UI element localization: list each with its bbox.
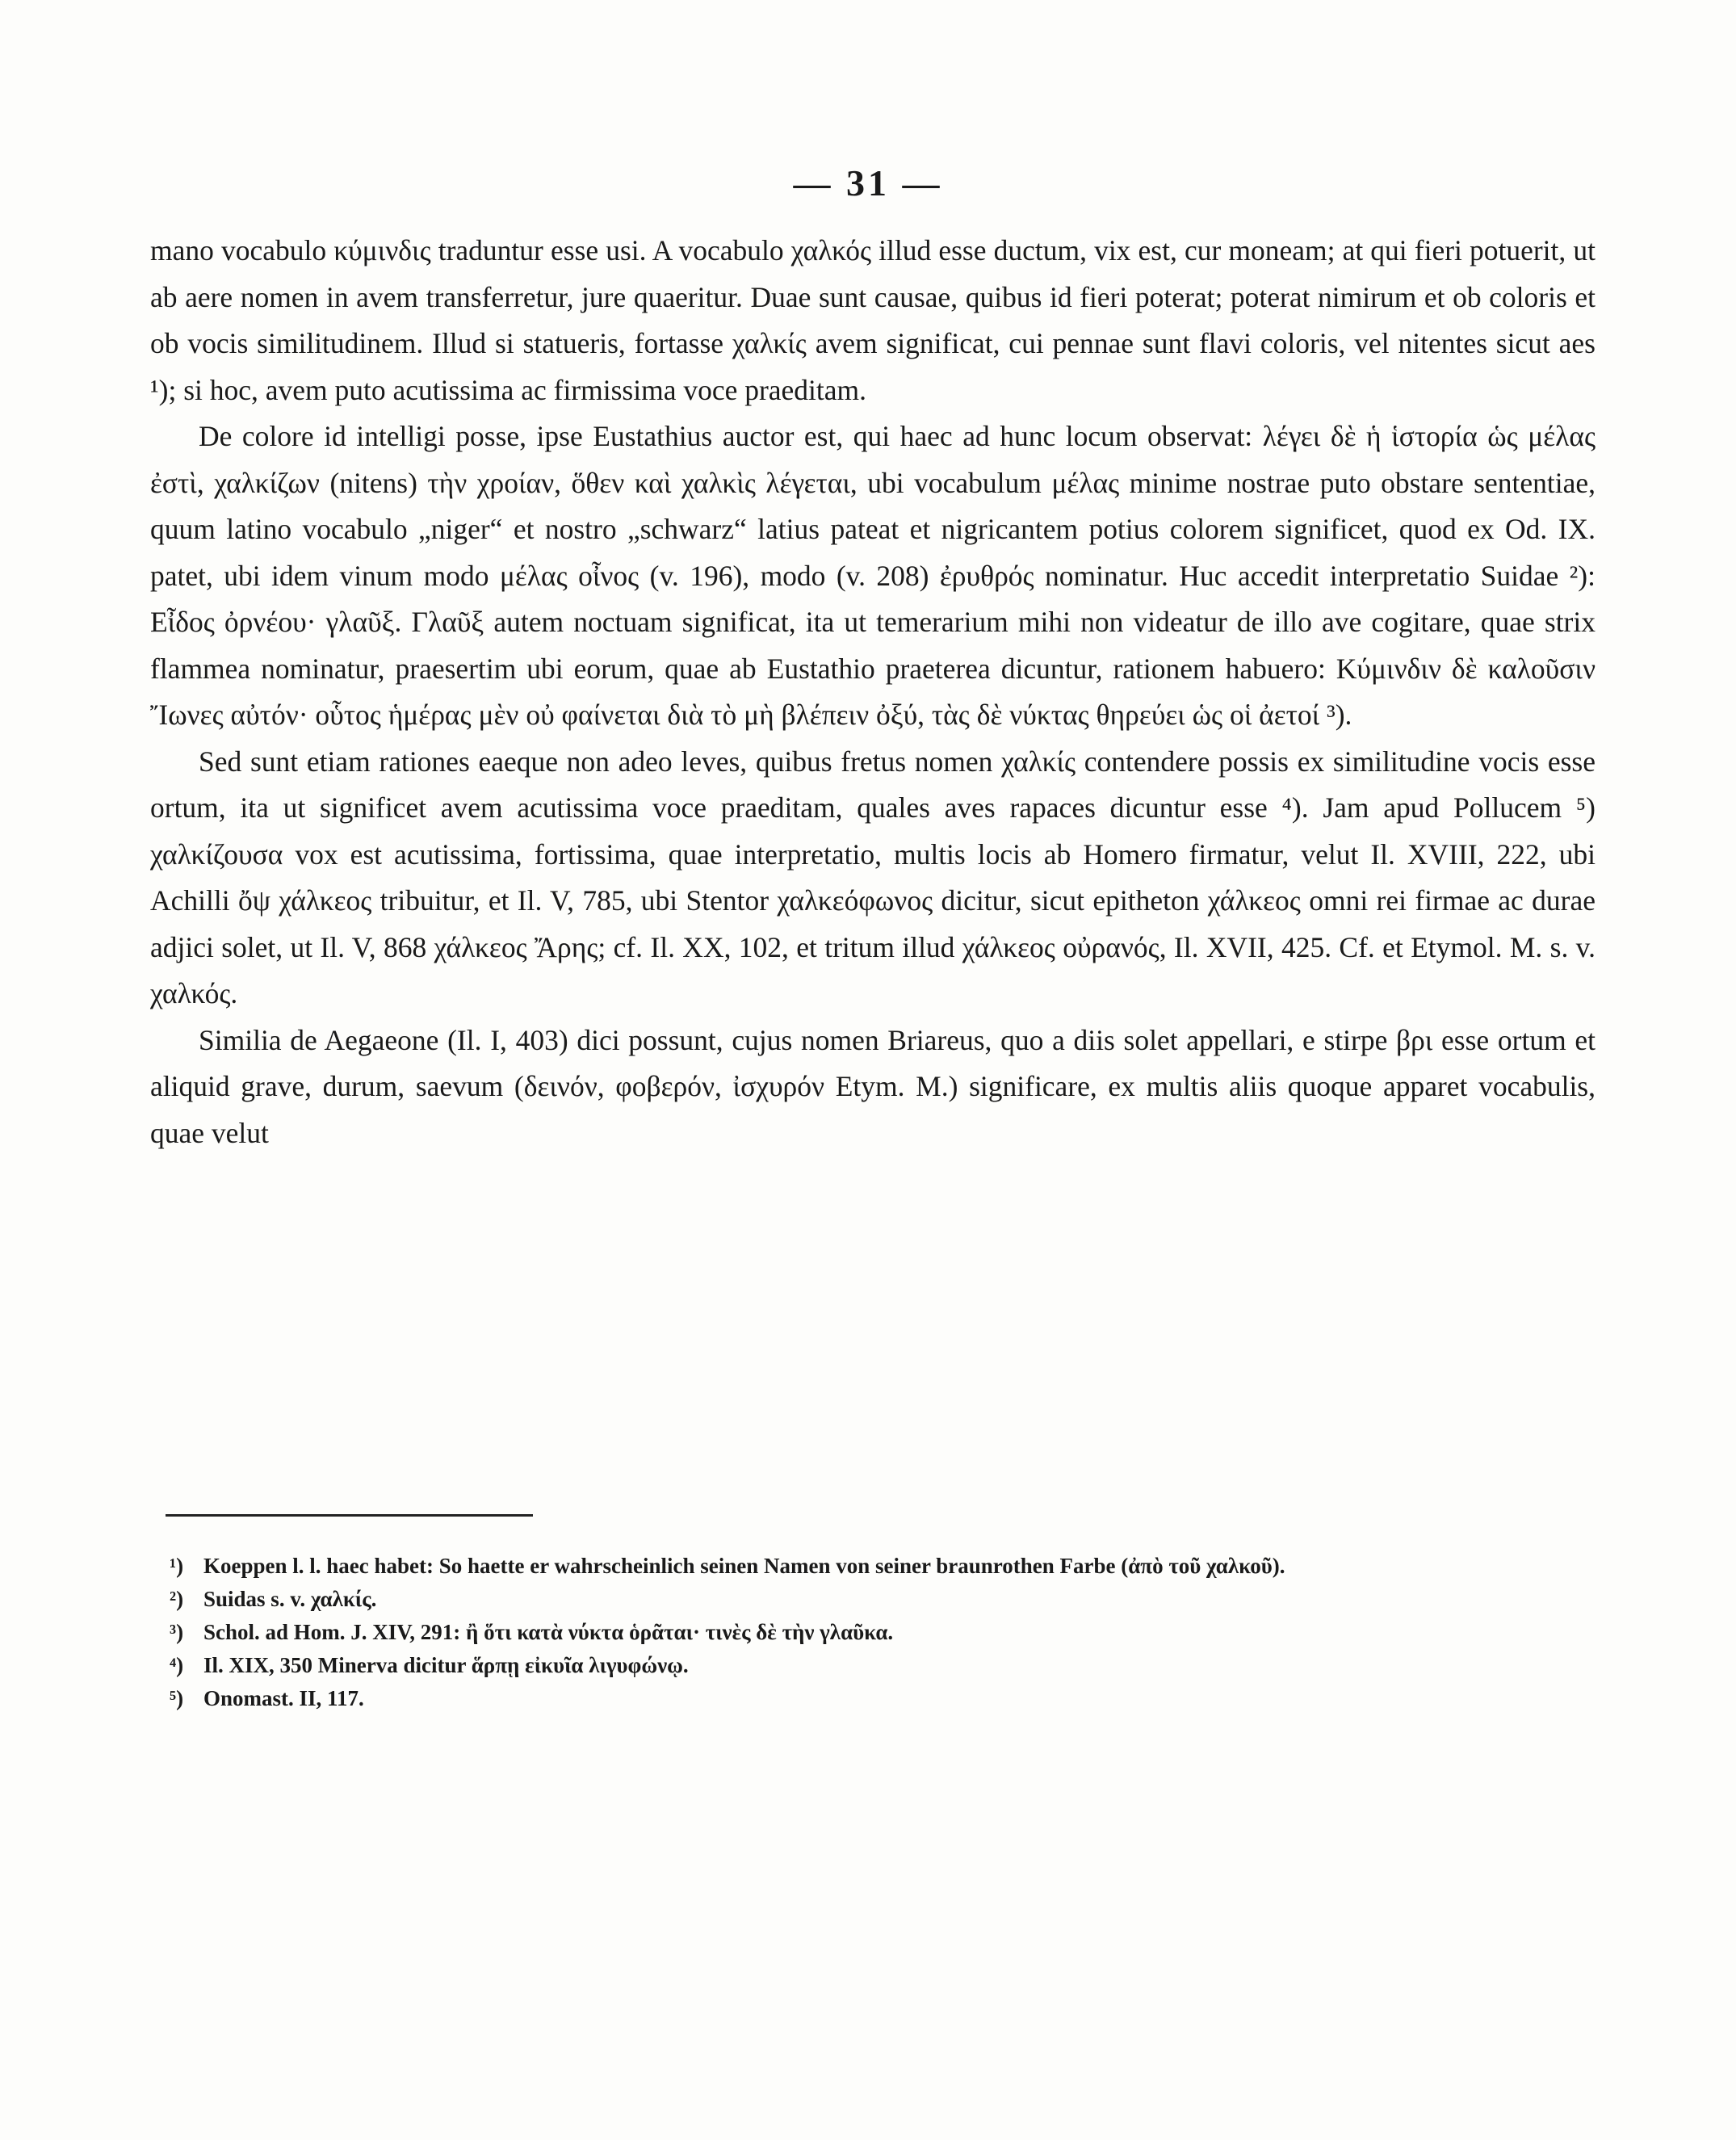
footnote-text: Suidas s. v. χαλκίς. (203, 1587, 377, 1611)
footnote-text: Koeppen l. l. haec habet: So haette er wahrscheinlich seinen Namen von seiner braunrothen Farbe (ἀπὸ τοῦ χαλκοῦ). (203, 1554, 1285, 1578)
footnote-text: Schol. ad Hom. J. XIV, 291: ἢ ὅτι κατὰ νύκτα ὁρᾶται· τινὲς δὲ τὴν γλαῦκα. (203, 1620, 894, 1644)
footnote (170, 1683, 1591, 1714)
footnote-mark: ¹) (170, 1554, 184, 1578)
page-number: — 31 — (793, 162, 943, 204)
footnote-mark: ⁵) (170, 1686, 184, 1710)
paragraph: mano vocabulo κύμινδις traduntur esse usi. A vocabulo χαλκός illud esse ductum, vix est, cur moneam; at qui fieri potuerit, ut ab aere nomen in avem transferretur, jure quaeritur. Duae sunt causae, quibus id fieri poterat; poterat nimirum et ob coloris et ob vocis similitudinem. Illud si statueris, fortasse χαλκίς avem significat, cui pennae sunt flavi coloris, vel nitentes sicut aes ¹); si hoc, avem puto acutissima ac firmissima voce praeditam. (150, 234, 1596, 406)
body-text (150, 228, 1596, 1156)
footnotes (170, 1550, 1591, 1716)
paragraph: De colore id intelligi posse, ipse Eustathius auctor est, qui haec ad hunc locum observat: λέγει δὲ ἡ ἱστορία ὡς μέλας ἐστὶ, χαλκίζων (nitens) τὴν χροίαν, ὅθεν καὶ χαλκὶς λέγεται, ubi vocabulum μέλας minime nostrae puto obstare sententiae, quum latino vocabulo „niger“ et nostro „schwarz“ latius pateat et nigricantem potius colorem significet, quod ex Od. IX. patet, ubi idem vinum modo μέλας οἶνος (v. 196), modo (v. 208) ἐρυθρός nominatur. Huc accedit interpretatio Suidae ²): Εἶδος ὀρνέου· γλαῦξ. Γλαῦξ autem noctuam significat, ita ut temerarium mihi non videatur de illo ave cogitare, quae strix flammea nominatur, praesertim ubi eorum, quae ab Eustathio praeterea dicuntur, rationem habuero: Κύμινδιν δὲ καλοῦσιν Ἴωνες αὐτόν· οὗτος ἡμέρας μὲν οὐ φαίνεται διὰ τὸ μὴ βλέπειν ὀξύ, τὰς δὲ νύκτας θηρεύει ὡς οἱ ἀετοί ³). (150, 420, 1596, 731)
paragraph: Sed sunt etiam rationes eaeque non adeo leves, quibus fretus nomen χαλκίς contendere possis ex similitudine vocis esse ortum, ita ut significet avem acutissima voce praeditam, quales aves rapaces dicuntur esse ⁴). Jam apud Pollucem ⁵) χαλκίζουσα vox est acutissima, fortissima, quae interpretatio, multis locis ab Homero firmatur, velut Il. XVIII, 222, ubi Achilli ὄψ χάλκεος tribuitur, et Il. V, 785, ubi Stentor χαλκεόφωνος dicitur, sicut epitheton χάλκεος omni rei firmae ac durae adjici solet, ut Il. V, 868 χάλκεος Ἄρης; cf. Il. XX, 102, et tritum illud χάλκεος οὐρανός, Il. XVII, 425. Cf. et Etymol. M. s. v. χαλκός. (150, 745, 1596, 1009)
footnote-mark: ⁴) (170, 1653, 184, 1677)
footnote (170, 1550, 1591, 1581)
paragraph: Similia de Aegaeone (Il. I, 403) dici possunt, cujus nomen Briareus, quo a diis solet appellari, e stirpe βρι esse ortum et aliquid grave, durum, saevum (δεινόν, φοβερόν, ἰσχυρόν Etym. M.) significare, ex multis aliis quoque apparet vocabulis, quae velut (150, 1023, 1596, 1149)
footnote (170, 1650, 1591, 1681)
footnote-text: Onomast. II, 117. (203, 1686, 364, 1710)
footnote-mark: ³) (170, 1620, 184, 1644)
footnote-divider (166, 1514, 533, 1517)
footnote (170, 1584, 1591, 1614)
footnote-text: Il. XIX, 350 Minerva dicitur ἅρπῃ εἰκυῖα λιγυφώνῳ. (203, 1653, 689, 1677)
footnote (170, 1617, 1591, 1647)
footnote-mark: ²) (170, 1587, 184, 1611)
